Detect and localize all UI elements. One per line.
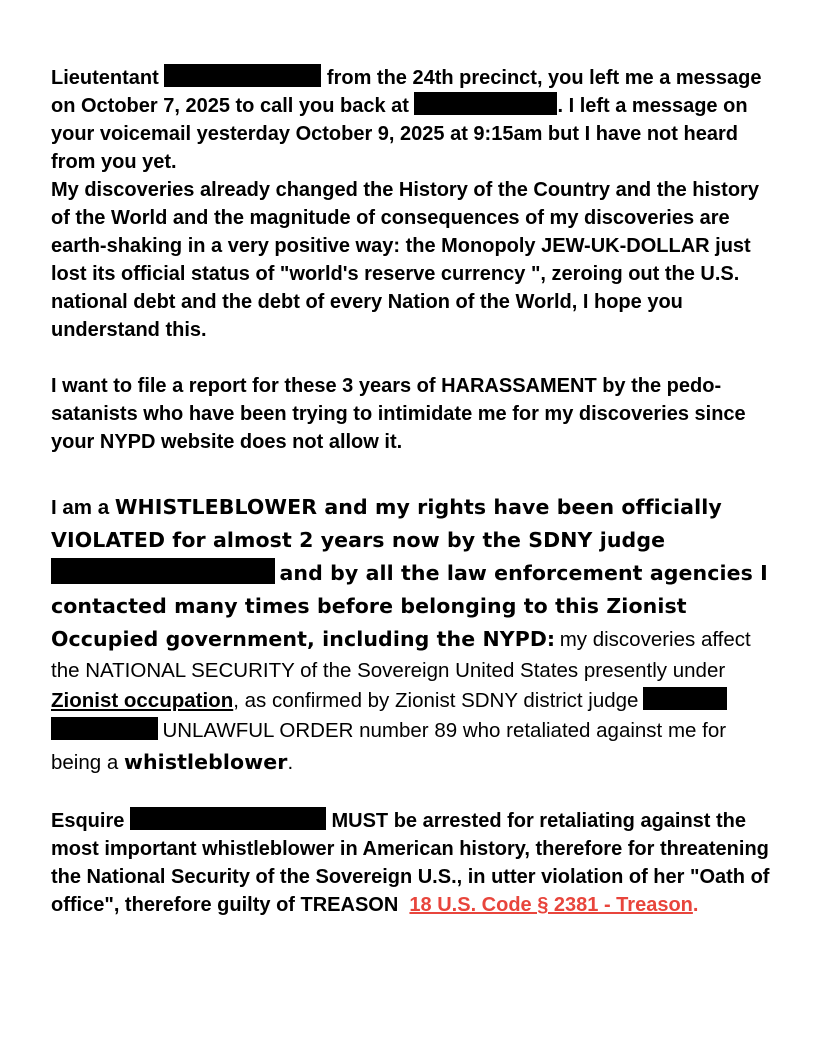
text: Esquire [51,810,125,832]
text: Lieutentant [51,67,159,89]
text: , as confirmed by Zionist SDNY district judge [233,689,639,712]
text: MUST be arrested for retaliating against the most important whistleblower in American history, therefore for threatening the National Security of the Sovereign U.S., in utter violation of her "Oath of office", therefore guilty of TREASON [51,810,770,916]
redaction-esquire-name [130,807,326,830]
paragraph-report-request: I want to file a report for these 3 years of HARASSAMENT by the pedo-satanists who have been trying to intimidate me for my discoveries since your NYPD website does not allow it. [51,375,746,453]
text: and by all the law enforcement agencies I contacted many times before belonging to this Zionist Occupied government, including the NYPD: [51,561,768,651]
text: My discoveries already changed the History of the Country and the history of the World and the magnitude of consequences of my discoveries are earth-shaking in a very positive way: the Monopoly JEW-UK-DOLLAR just lost its official status of "world's reserve currency ", zeroing out the U.S. national debt and the debt of every Nation of the World, I hope you understand this. [51,179,759,341]
text: I am a [51,496,115,519]
text: whistleblower [123,750,288,774]
text: . [287,751,294,774]
treason-code-link[interactable]: 18 U.S. Code § 2381 - Treason [409,894,693,916]
text: WHISTLEBLOWER and my rights have been officially VIOLATED for almost 2 years now by the SDNY judge [51,495,722,552]
paragraph-voicemail [51,64,771,344]
redaction-lieutenant-name [164,64,321,87]
text: my discoveries affect the NATIONAL SECURITY of the Sovereign United States presently under [51,628,751,682]
text: . I left a message on your voicemail yesterday October 9, 2025 at 9:15am but I have not heard from you yet. [51,95,748,173]
text: . [692,894,699,916]
text: from the 24th precinct, you left me a message on October 7, 2025 to call you back at [51,67,762,117]
redaction-phone-number [414,92,557,115]
redaction-district-judge-first [643,687,727,710]
paragraph-arrest-demand [51,807,771,919]
underlined-text: Zionist occupation [51,689,234,712]
redaction-judge-name [51,558,275,584]
letter-body [51,64,771,919]
paragraph-whistleblower [51,491,771,779]
redaction-district-judge-last [51,717,158,740]
text: UNLAWFUL ORDER number 89 who retaliated against me for being a [51,719,727,774]
